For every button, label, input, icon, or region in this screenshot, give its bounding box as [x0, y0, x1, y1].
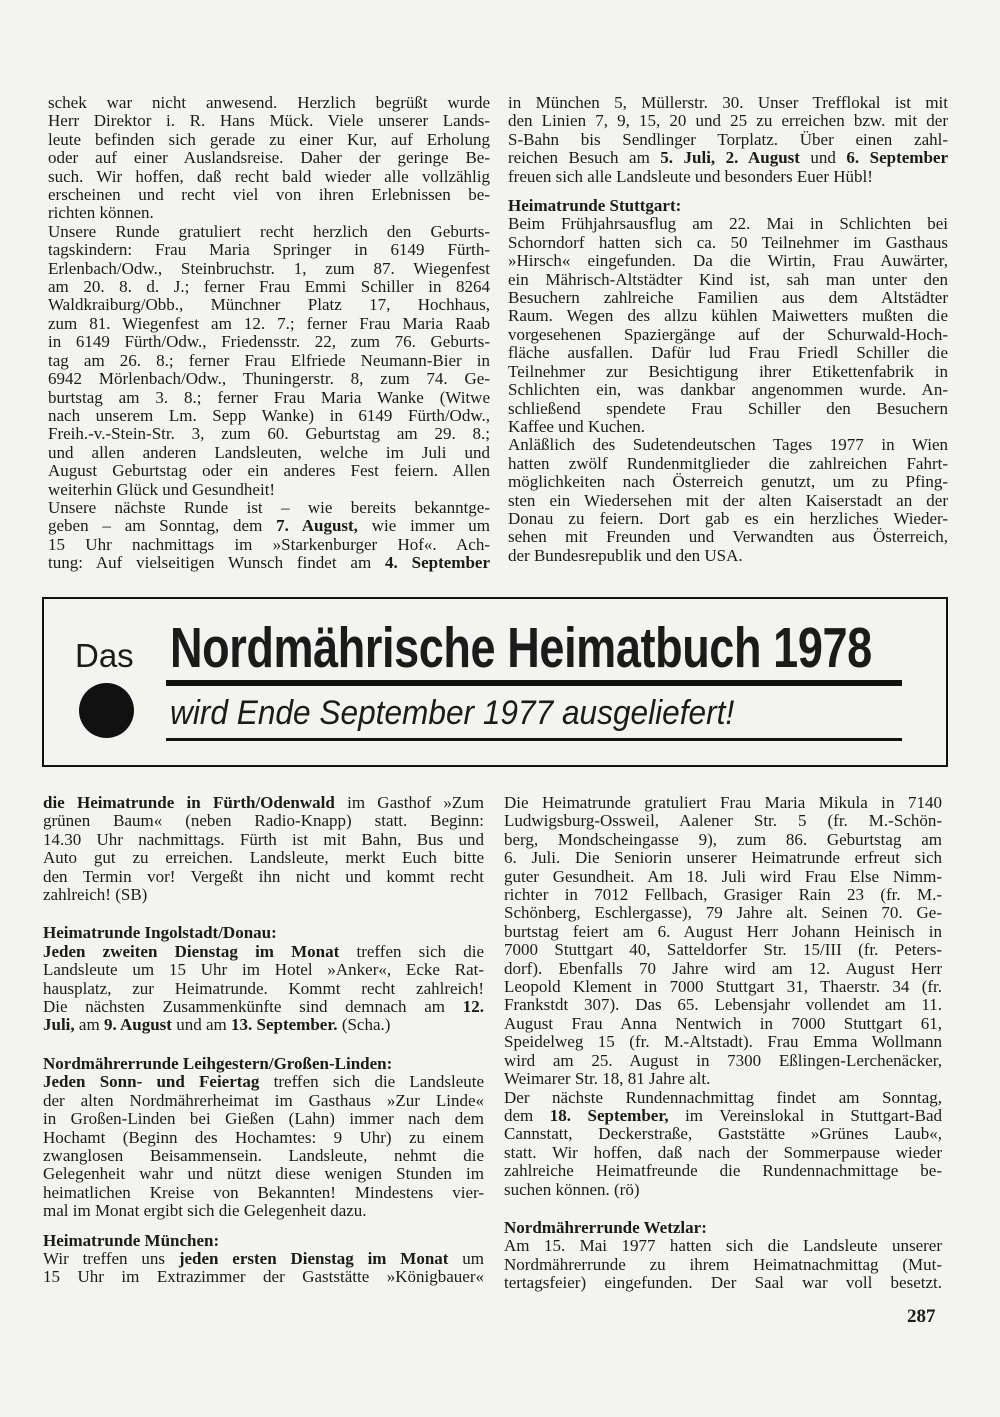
- text-line: [504, 1033, 942, 1051]
- text: Waldkraiburg/Obb., Münchner Platz 17, Hochhaus,: [48, 295, 490, 315]
- text-line: [508, 344, 948, 362]
- text: möglichkeiten nach Österreich genutzt, um zu Pfing-: [508, 472, 948, 492]
- text-line: [508, 94, 948, 112]
- text-line: [504, 1052, 942, 1070]
- text: Hochamt (Beginn des Hochamtes: 9 Uhr) zu einem: [43, 1127, 484, 1147]
- text: 15 Uhr nachmittags im »Starkenburger Hof«. Ach-: [48, 534, 490, 554]
- text: Die nächsten Zusammenkünfte sind demnach am: [43, 997, 463, 1017]
- text: Raum. Wegen des allzu kühlen Maiwetters mußten die: [508, 306, 948, 326]
- text-line: [504, 941, 942, 959]
- text-line: [48, 481, 490, 499]
- text: Erlenbach/Odw., Steinbruchstr. 1, zum 87. Wiegenfest: [48, 258, 490, 278]
- bold-text: 18. September,: [549, 1105, 669, 1125]
- text-line: [48, 278, 490, 296]
- bold-text: die Heimatrunde in Fürth/Odenwald: [43, 793, 335, 812]
- paragraph-stuttgart-trip: [508, 215, 948, 436]
- page-number: 287: [907, 1306, 936, 1327]
- text: zahlreich! (SB): [43, 885, 148, 905]
- text-line: [508, 436, 948, 454]
- text-line: [43, 998, 484, 1016]
- text: Kaffee und Kuchen.: [508, 416, 646, 436]
- text: am 20. 8. d. J.; ferner Frau Emmi Schiller in 8264: [48, 277, 490, 297]
- text-line: [508, 271, 948, 289]
- text-line: [504, 794, 942, 812]
- text-line: [504, 1125, 942, 1143]
- text: richter in 7012 Fellbach, Grasiger Rain 23 (fr. M.-: [504, 885, 942, 905]
- text: Speidelweg 15 (fr. M.-Altstadt). Frau Emma Wollmann: [504, 1032, 942, 1052]
- text-line: [48, 333, 490, 351]
- text-line: [43, 943, 484, 961]
- ad-prefix: Das: [75, 637, 134, 674]
- text: Besuchern zahlreiche Familien aus dem Altstädter: [508, 288, 948, 308]
- text-line: [508, 326, 948, 344]
- text: leute befinden sich gerade zu einer Kur, auf Erholung: [48, 129, 490, 149]
- text-line: [48, 499, 490, 517]
- text: wird am 25. August in 7300 Eßlingen-Lerchenäcker,: [504, 1050, 942, 1070]
- text: im Gasthof »Zum: [334, 793, 484, 812]
- text-line: [508, 455, 948, 473]
- text-line: [504, 868, 942, 886]
- text: guter Gesundheit. Am 18. Juli wird Frau Else Nimm-: [504, 866, 942, 886]
- text: Cannstatt, Deckerstraße, Gaststätte »Grünes Laub«,: [504, 1124, 942, 1144]
- text: Am 15. Mai 1977 hatten sich die Landsleute unserer: [504, 1236, 942, 1256]
- text-line: [48, 94, 490, 112]
- paragraph-wetzlar: [504, 1237, 942, 1292]
- text: Unsere nächste Runde ist – wie bereits bekanntge-: [48, 497, 490, 517]
- text: zahlreiche Heimatfreunde die Rundennachmittage be-: [504, 1161, 942, 1181]
- text: richten können.: [48, 203, 154, 223]
- text-line: [508, 289, 948, 307]
- text: der alten Nordmährerheimat im Gasthaus »Zur Linde«: [43, 1090, 484, 1110]
- text-line: [508, 473, 948, 491]
- text-line: [504, 1070, 942, 1088]
- text-line: [508, 528, 948, 546]
- bold-text: 5. Juli, 2. August: [660, 148, 800, 168]
- text-line: [508, 400, 948, 418]
- text-line: [504, 1107, 942, 1125]
- paragraph-muenchen: [43, 1250, 484, 1287]
- text-line: [508, 363, 948, 381]
- text: tertagsfeier) eingefunden. Der Saal war voll besetzt.: [504, 1273, 942, 1293]
- paragraph-stuttgart-birthdays: [504, 794, 942, 1089]
- right-column-top: [508, 94, 948, 565]
- text: hatten zwölf Rundenmitglieder die zahlreichen Fahrt-: [508, 453, 948, 473]
- text-line: [48, 149, 490, 167]
- text-line: [48, 168, 490, 186]
- text-line: [508, 252, 948, 270]
- text: weiterhin Glück und Gesundheit!: [48, 479, 276, 499]
- bold-text: 6. September: [846, 148, 948, 168]
- text: grünen Baum« (neben Radio-Knapp) statt. Beginn:: [43, 811, 484, 831]
- text-line: [48, 554, 490, 572]
- text: Die Heimatrunde gratuliert Frau Maria Mikula in 7140: [504, 793, 942, 812]
- ad-divider-thin: [166, 738, 902, 741]
- text-line: [48, 204, 490, 222]
- text-line: [43, 794, 484, 812]
- text: erscheinen und recht viel von ihren Erlebnissen be-: [48, 185, 490, 205]
- section-heading-stuttgart: Heimatrunde Stuttgart:: [508, 196, 682, 216]
- text: Der nächste Rundennachmittag findet am Sonntag,: [504, 1087, 942, 1107]
- text-line: [508, 215, 948, 233]
- text: (Scha.): [337, 1015, 391, 1035]
- text: Schönberg, Eschlergasse), 79 Jahre alt. Seinen 70. Ge-: [504, 903, 942, 923]
- text-line: [508, 307, 948, 325]
- text-line: [48, 407, 490, 425]
- text-line: [48, 260, 490, 278]
- paragraph-ingolstadt: [43, 943, 484, 1035]
- text: August Frau Anna Nentwich in 7000 Stuttgart 61,: [504, 1013, 942, 1033]
- text: den Termin vor! Vergeßt ihn nicht und kommt recht: [43, 866, 484, 886]
- text-line: [48, 370, 490, 388]
- text: dem: [504, 1105, 550, 1125]
- text: Nordmährerrunde zu ihrem Heimatnachmittag (Mut-: [504, 1254, 942, 1274]
- text: tung: Auf vielseitigen Wunsch findet am: [48, 553, 386, 573]
- bold-text: 4. September: [385, 553, 490, 573]
- text: treffen sich die: [339, 941, 484, 961]
- bold-text: 9. August: [103, 1015, 172, 1035]
- text: schließend spendete Frau Schiller den Besuchern: [508, 398, 948, 418]
- section-heading-wetzlar: Nordmährerrunde Wetzlar:: [504, 1217, 707, 1237]
- text: tagskindern: Frau Maria Springer in 6149 Fürth-: [48, 240, 490, 260]
- ad-subtitle: wird Ende September 1977 ausgeliefert!: [170, 694, 735, 732]
- text: Frankstdt 307). Das 65. Lebensjahr vollendet am 11.: [504, 995, 942, 1015]
- text-line: [48, 241, 490, 259]
- text: Anläßlich des Sudetendeutschen Tages 1977 in Wien: [508, 435, 948, 455]
- text-line: [504, 1162, 942, 1180]
- text-line: [43, 812, 484, 830]
- text: fläche ausfallen. Dafür lud Frau Friedl Schiller die: [508, 343, 948, 363]
- text: im Vereinslokal in Stuttgart-Bad: [668, 1105, 942, 1125]
- text: geben – am Sonntag, dem: [48, 516, 277, 536]
- ad-title: Nordmährische Heimatbuch 1978: [170, 616, 872, 680]
- text-line: [43, 1092, 484, 1110]
- text-line: [504, 831, 942, 849]
- text-line: [43, 1250, 484, 1268]
- text-line: [504, 960, 942, 978]
- text-line: [43, 1147, 484, 1165]
- text-line: [43, 980, 484, 998]
- text: schek war nicht anwesend. Herzlich begrüßt wurde: [48, 93, 490, 112]
- left-column-top: [48, 94, 490, 573]
- text-line: [508, 418, 948, 436]
- bold-text: Jeden Sonn- und Feiertag: [43, 1072, 260, 1092]
- text-line: [508, 547, 948, 565]
- text: August Geburtstag oder ein anderes Fest feiern. Allen: [48, 461, 490, 481]
- section-heading-ingolstadt: Heimatrunde Ingolstadt/Donau:: [43, 923, 277, 943]
- paragraph-next-meeting: [48, 499, 490, 573]
- bold-text: Jeden zweiten Dienstag im Monat: [43, 941, 340, 961]
- text-line: [48, 444, 490, 462]
- text-line: [43, 886, 484, 904]
- text-line: [43, 1202, 484, 1220]
- text-line: [504, 996, 942, 1014]
- text: Ludwigsburg-Ossweil, Aalener Str. 5 (fr. M.-Schön-: [504, 811, 942, 831]
- text-line: [504, 886, 942, 904]
- text: Leopold Klement in 7000 Stuttgart 31, Thaerstr. 34 (fr.: [504, 977, 942, 997]
- text-line: [48, 462, 490, 480]
- text: 6942 Mörlenbach/Odw., Thuningerstr. 8, zum 74. Ge-: [48, 369, 490, 389]
- text: in 6149 Fürth/Odw., Friedensstr. 22, zum 76. Geburts-: [48, 332, 490, 352]
- text: Landsleute um 15 Uhr im Hotel »Anker«, Ecke Rat-: [43, 960, 484, 980]
- text: sehen mit Freunden und Verwandten aus Österreich,: [508, 527, 948, 547]
- text: zum 81. Wiegenfest am 12. 7.; ferner Frau Maria Raab: [48, 313, 490, 333]
- text-line: [48, 112, 490, 130]
- text: zwanglosen Beisammensein. Landsleute, nehmt die: [43, 1145, 484, 1165]
- text-line: [504, 1274, 942, 1292]
- text: am: [74, 1015, 104, 1035]
- text: Donau zu feiern. Dort gab es ein herzliches Wieder-: [508, 508, 948, 528]
- text-line: [43, 1165, 484, 1183]
- paragraph-visit-report: [48, 94, 490, 223]
- text: tag am 26. 8.; ferner Frau Elfriede Neumann-Bier in: [48, 350, 490, 370]
- text-line: [508, 112, 948, 130]
- text: und am: [171, 1015, 231, 1035]
- text: Gelegenheit wahr und nützt diese wenigen Stunden im: [43, 1164, 484, 1184]
- text-line: [504, 978, 942, 996]
- text-line: [48, 131, 490, 149]
- right-column-bottom: [504, 794, 942, 1293]
- text: Auto gut zu erreichen. Landsleute, merkt Euch bitte: [43, 848, 484, 868]
- text-line: [43, 868, 484, 886]
- text-line: [508, 510, 948, 528]
- paragraph-stuttgart-next-meeting: [504, 1089, 942, 1199]
- text: Freih.-v.-Stein-Str. 3, zum 60. Geburtstag am 29. 8.;: [48, 424, 490, 444]
- text: wie immer um: [357, 516, 490, 536]
- text-line: [48, 536, 490, 554]
- text: dorf). Ebenfalls 70 Jahre wird am 12. August Herr: [504, 958, 942, 978]
- text-line: [504, 812, 942, 830]
- text-line: [48, 315, 490, 333]
- text: Herr Direktor i. R. Hans Mück. Viele unserer Lands-: [48, 111, 490, 131]
- text: den Linien 7, 9, 15, 20 und 25 zu erreichen bzw. mit der: [508, 111, 948, 131]
- section-heading-muenchen: Heimatrunde München:: [43, 1230, 220, 1250]
- text: Wir treffen uns: [43, 1248, 179, 1268]
- text-line: [504, 1181, 942, 1199]
- text-line: [504, 923, 942, 941]
- text: statt. Wir hoffen, daß nach der Sommerpause wieder: [504, 1142, 942, 1162]
- text-line: [48, 389, 490, 407]
- text: 15 Uhr im Extrazimmer der Gaststätte »Königbauer«: [43, 1267, 484, 1287]
- text-line: [508, 131, 948, 149]
- text-line: [504, 1237, 942, 1255]
- text-line: [43, 1268, 484, 1286]
- bold-text: Juli,: [43, 1015, 75, 1035]
- text: mal im Monat ergibt sich die Gelegenheit dazu.: [43, 1201, 367, 1221]
- text: 6. Juli. Die Seniorin unserer Heimatrunde erfreut sich: [504, 848, 942, 868]
- text: hausplatz, zur Heimatrunde. Kommt recht zahlreich!: [43, 978, 484, 998]
- text: in München 5, Müllerstr. 30. Unser Trefflokal ist mit: [508, 93, 948, 112]
- text-line: [48, 296, 490, 314]
- text-line: [504, 904, 942, 922]
- paragraph-muenchen-cont: [508, 94, 948, 186]
- text-line: [43, 1016, 484, 1034]
- text: um: [448, 1248, 484, 1268]
- text: Beim Frühjahrsausflug am 22. Mai in Schlichten bei: [508, 214, 948, 234]
- text-line: [48, 425, 490, 443]
- text: »Hirsch« eingefunden. Da die Wirtin, Frau Auwärter,: [508, 251, 948, 271]
- text: und: [799, 148, 847, 168]
- text-line: [43, 831, 484, 849]
- paragraph-fuerth: [43, 794, 484, 904]
- text-line: [508, 168, 948, 186]
- text-line: [43, 1110, 484, 1128]
- bullet-dot-icon: [79, 683, 134, 738]
- text: 14.30 Uhr nachmittags. Fürth ist mit Bahn, Bus und: [43, 829, 484, 849]
- text-line: [48, 223, 490, 241]
- text: Unsere Runde gratuliert recht herzlich den Geburts-: [48, 221, 490, 241]
- text: heimatlichen Kreise von Bekannten! Mindestens vier-: [43, 1182, 484, 1202]
- text-line: [48, 352, 490, 370]
- bold-text: jeden ersten Dienstag im Monat: [178, 1248, 449, 1268]
- text-line: [504, 1256, 942, 1274]
- text-line: [48, 517, 490, 535]
- text: reichen Besuch am: [508, 148, 661, 168]
- text: freuen sich alle Landsleute und besonders Euer Hübl!: [508, 166, 873, 186]
- advertisement-box: [42, 597, 948, 767]
- text-line: [43, 1184, 484, 1202]
- text: such. Wir hoffen, daß recht bald wieder alle vollzählig: [48, 166, 490, 186]
- bold-text: 7. August,: [276, 516, 358, 536]
- text-line: [508, 492, 948, 510]
- text-line: [43, 1073, 484, 1091]
- text: sten ein Wiedersehen mit der alten Kaiserstadt an der: [508, 490, 948, 510]
- paragraph-leihgestern: [43, 1073, 484, 1220]
- text: burtstag feiert am 6. August Herr Johann Heinisch in: [504, 921, 942, 941]
- text-line: [43, 849, 484, 867]
- text-line: [508, 234, 948, 252]
- text: treffen sich die Landsleute: [259, 1072, 485, 1092]
- ad-divider-thick: [166, 680, 902, 686]
- text: vorgesehenen Spaziergänge auf der Schurwald-Hoch-: [508, 324, 948, 344]
- text-line: [508, 381, 948, 399]
- left-column-bottom: [43, 794, 484, 1287]
- text: burtstag am 3. 8.; ferner Frau Maria Wanke (Witwe: [48, 387, 490, 407]
- text-line: [504, 1144, 942, 1162]
- text: der Bundesrepublik und den USA.: [508, 545, 743, 565]
- text: Teilnehmer zur Besichtigung ihrer Etikettenfabrik in: [508, 361, 948, 381]
- text: Schorndorf hatten sich ca. 50 Teilnehmer im Gasthaus: [508, 232, 948, 252]
- text-line: [504, 849, 942, 867]
- text-line: [504, 1089, 942, 1107]
- text: Weimarer Str. 18, 81 Jahre alt.: [504, 1069, 711, 1089]
- text: S-Bahn bis Sendlinger Torplatz. Über einen zahl-: [508, 129, 948, 149]
- paragraph-birthdays: [48, 223, 490, 499]
- text-line: [504, 1015, 942, 1033]
- text: nach unserem Lm. Sepp Wanke) in 6149 Fürth/Odw.,: [48, 405, 490, 425]
- text-line: [43, 1129, 484, 1147]
- text: 7000 Stuttgart 40, Satteldorfer Str. 15/III (fr. Peters-: [504, 940, 942, 960]
- text: suchen können. (rö): [504, 1179, 640, 1199]
- text-line: [48, 186, 490, 204]
- text: Schlichten ein, was dankbar angenommen wurde. An-: [508, 380, 948, 400]
- text: in Großen-Linden bei Gießen (Lahn) immer nach dem: [43, 1109, 484, 1129]
- text: und allen anderen Landsleuten, welche im Juli und: [48, 442, 490, 462]
- text-line: [508, 149, 948, 167]
- bold-text: 13. September.: [231, 1015, 338, 1035]
- bold-text: 12.: [462, 997, 484, 1017]
- section-heading-leihgestern: Nordmährerrunde Leihgestern/Großen-Linden:: [43, 1053, 393, 1073]
- text-line: [43, 961, 484, 979]
- text: ein Mährisch-Altstädter Kind ist, sah man unter den: [508, 269, 948, 289]
- text: berg, Mondscheingasse 9), zum 86. Geburtstag am: [504, 829, 942, 849]
- paragraph-stuttgart-vienna: [508, 436, 948, 565]
- text: oder auf einer Auslandsreise. Daher der geringe Be-: [48, 148, 490, 168]
